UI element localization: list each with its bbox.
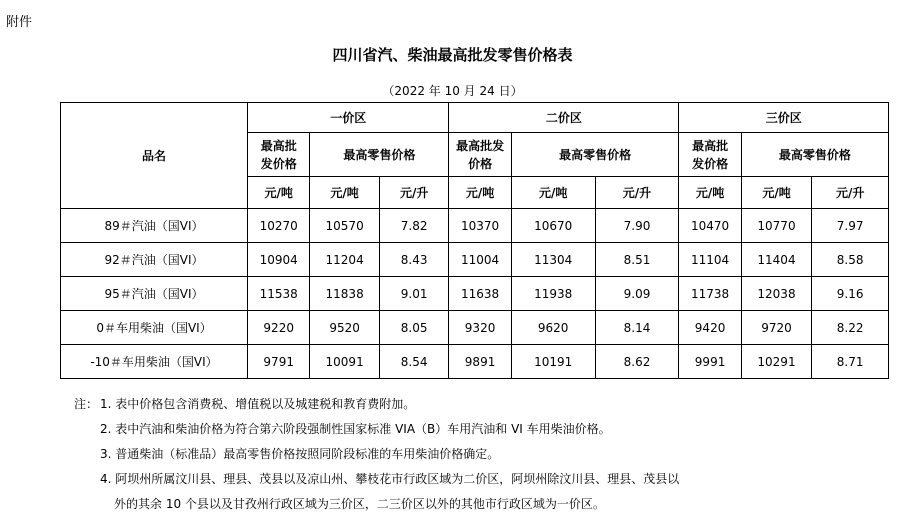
price-cell: 10670 bbox=[511, 209, 595, 243]
price-cell: 11204 bbox=[310, 243, 380, 277]
note-item: 2. 表中汽油和柴油价格为符合第六阶段强制性国家标准 VIA（B）车用汽油和 VI 车用柴油价格。 bbox=[100, 422, 611, 436]
unit-header: 元/升 bbox=[812, 177, 889, 209]
table-row bbox=[61, 243, 889, 277]
price-cell: 11838 bbox=[310, 277, 380, 311]
price-cell: 11538 bbox=[248, 277, 310, 311]
note-item: 1. 表中价格包含消费税、增值税以及城建税和教育费附加。 bbox=[100, 397, 416, 411]
price-cell: 8.05 bbox=[379, 311, 449, 345]
price-cell: 11004 bbox=[449, 243, 511, 277]
note-item: 3. 普通柴油（标准品）最高零售价格按照同阶段标准的车用柴油价格确定。 bbox=[100, 447, 500, 461]
price-cell: 11404 bbox=[741, 243, 812, 277]
price-cell: 9.01 bbox=[379, 277, 449, 311]
price-cell: 9991 bbox=[679, 345, 741, 379]
price-cell: 11638 bbox=[449, 277, 511, 311]
unit-header: 元/吨 bbox=[449, 177, 511, 209]
unit-header: 元/吨 bbox=[248, 177, 310, 209]
price-cell: 8.51 bbox=[595, 243, 679, 277]
price-cell: 9520 bbox=[310, 311, 380, 345]
price-cell: 8.58 bbox=[812, 243, 889, 277]
retail-header: 最高零售价格 bbox=[511, 133, 679, 177]
price-cell: 7.82 bbox=[379, 209, 449, 243]
price-cell: 8.22 bbox=[812, 311, 889, 345]
date-label: （2022 年 10 月 24 日） bbox=[382, 84, 523, 98]
unit-header: 元/吨 bbox=[679, 177, 741, 209]
price-cell: 8.14 bbox=[595, 311, 679, 345]
price-cell: 10270 bbox=[248, 209, 310, 243]
price-cell: 9320 bbox=[449, 311, 511, 345]
price-cell: 9.09 bbox=[595, 277, 679, 311]
price-cell: 10470 bbox=[679, 209, 741, 243]
unit-header: 元/吨 bbox=[310, 177, 380, 209]
price-cell: 11738 bbox=[679, 277, 741, 311]
zone-header: 三价区 bbox=[679, 103, 889, 133]
price-cell: 9891 bbox=[449, 345, 511, 379]
price-cell: 11304 bbox=[511, 243, 595, 277]
unit-header: 元/吨 bbox=[741, 177, 812, 209]
notes-label: 注： bbox=[74, 397, 99, 411]
unit-header: 元/升 bbox=[595, 177, 679, 209]
price-cell: 10570 bbox=[310, 209, 380, 243]
wholesale-header: 最高批发 价格 bbox=[449, 133, 511, 177]
retail-header: 最高零售价格 bbox=[310, 133, 449, 177]
price-cell: 9620 bbox=[511, 311, 595, 345]
table-row bbox=[61, 311, 889, 345]
table-row bbox=[61, 345, 889, 379]
price-cell: 10091 bbox=[310, 345, 380, 379]
price-cell: 7.90 bbox=[595, 209, 679, 243]
product-name: -10＃车用柴油（国VI） bbox=[61, 345, 248, 379]
price-cell: 9791 bbox=[248, 345, 310, 379]
price-cell: 12038 bbox=[741, 277, 812, 311]
retail-header: 最高零售价格 bbox=[741, 133, 888, 177]
price-cell: 10370 bbox=[449, 209, 511, 243]
unit-header: 元/升 bbox=[379, 177, 449, 209]
price-cell: 8.62 bbox=[595, 345, 679, 379]
product-name: 0＃车用柴油（国VI） bbox=[61, 311, 248, 345]
price-cell: 10191 bbox=[511, 345, 595, 379]
price-cell: 9720 bbox=[741, 311, 812, 345]
note-item: 4. 阿坝州所属汶川县、理县、茂县以及凉山州、攀枝花市行政区域为二价区，阿坝州除汶川县、理县、茂县以 bbox=[100, 472, 680, 486]
price-cell: 8.71 bbox=[812, 345, 889, 379]
price-cell: 9420 bbox=[679, 311, 741, 345]
attachment-label: 附件 bbox=[6, 15, 33, 30]
note-item-continuation: 外的其余 10 个县以及甘孜州行政区域为三价区，二三价区以外的其他市行政区域为一价区。 bbox=[114, 497, 605, 511]
price-cell: 11938 bbox=[511, 277, 595, 311]
wholesale-header: 最高批 发价格 bbox=[679, 133, 741, 177]
product-header: 品名 bbox=[61, 103, 248, 209]
price-cell: 9.16 bbox=[812, 277, 889, 311]
unit-header: 元/吨 bbox=[511, 177, 595, 209]
table-row bbox=[61, 209, 889, 243]
product-name: 92＃汽油（国VI） bbox=[61, 243, 248, 277]
zone-header: 一价区 bbox=[248, 103, 449, 133]
notes bbox=[74, 392, 679, 517]
product-name: 89＃汽油（国VI） bbox=[61, 209, 248, 243]
page-title: 四川省汽、柴油最高批发零售价格表 bbox=[332, 46, 573, 64]
price-cell: 10291 bbox=[741, 345, 812, 379]
price-cell: 9220 bbox=[248, 311, 310, 345]
product-name: 95＃汽油（国VI） bbox=[61, 277, 248, 311]
price-cell: 10904 bbox=[248, 243, 310, 277]
wholesale-header: 最高批 发价格 bbox=[248, 133, 310, 177]
price-cell: 8.43 bbox=[379, 243, 449, 277]
zone-header: 二价区 bbox=[449, 103, 679, 133]
price-cell: 8.54 bbox=[379, 345, 449, 379]
price-cell: 10770 bbox=[741, 209, 812, 243]
price-cell: 11104 bbox=[679, 243, 741, 277]
table-row bbox=[61, 277, 889, 311]
price-cell: 7.97 bbox=[812, 209, 889, 243]
price-table bbox=[60, 102, 889, 379]
